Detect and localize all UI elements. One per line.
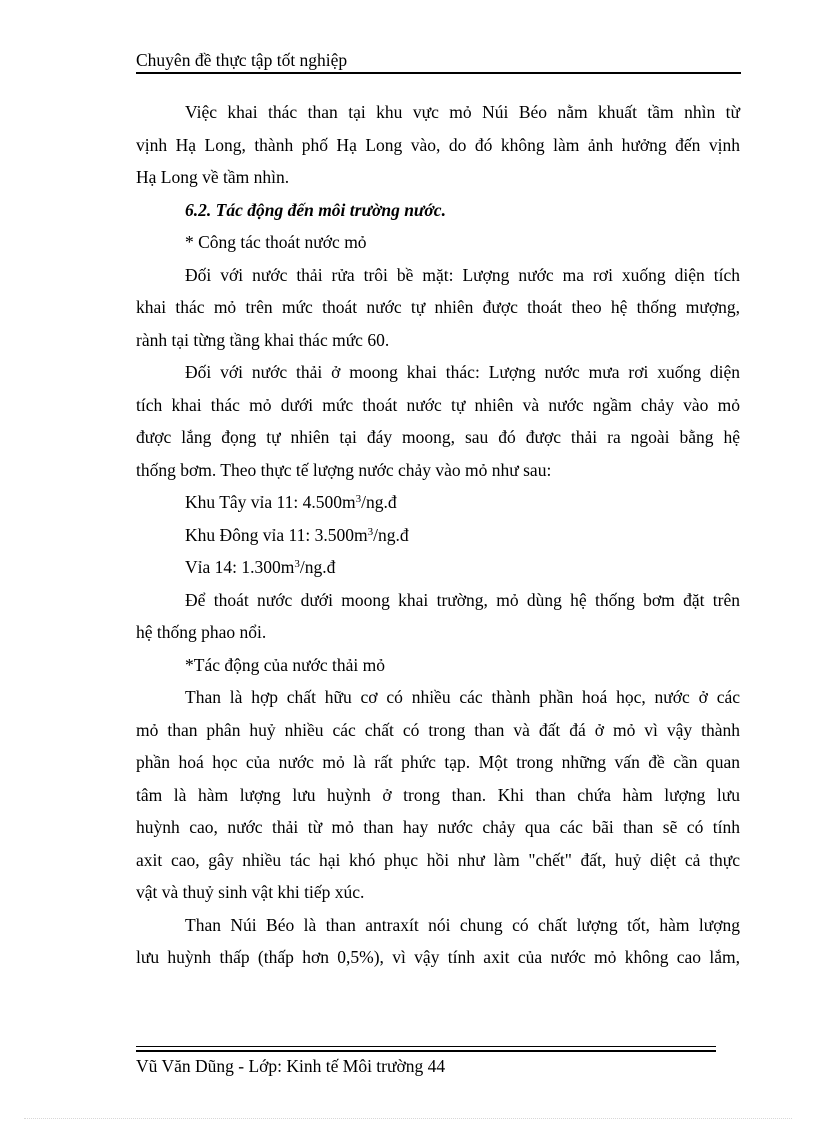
subsection-title-drainage: * Công tác thoát nước mỏ [185,232,367,252]
text-line: Để thoát nước dưới moong khai trường, mỏ dùng hệ thống bơm đặt trên [185,589,740,610]
text-line: thống bơm. Theo thực tế lượng nước chảy vào mỏ như sau: [136,459,552,480]
subsection-title-impact: *Tác động của nước thải mỏ [185,654,385,675]
text-line: hệ thống phao nổi. [136,622,267,642]
footer-rule [136,1046,716,1047]
text-line: tâm là hàm lượng lưu huỳnh ở trong than. Khi than chứa hàm lượng lưu [136,784,740,805]
text-line: Đối với nước thải ở moong khai thác: Lượng nước mưa rơi xuống diện [185,362,740,382]
flow-item: Khu Tây vỉa 11: $4.500m^3/ng.đ$ [185,492,397,512]
paragraph-visual-impact [136,96,740,194]
text-line: Việc khai thác than tại khu vực mỏ Núi Béo nằm khuất tầm nhìn từ [185,102,740,122]
page-header [136,48,741,74]
paragraph-surface-runoff [136,259,740,357]
text-line: Than là hợp chất hữu cơ có nhiều các thành phần hoá học, nước ở các [185,687,740,707]
text-line: huỳnh cao, nước thải từ mỏ than hay nước chảy qua các bãi than sẽ có tính [136,817,740,837]
section-heading: 6.2. Tác động đến môi trường nước. [185,199,446,220]
text-line: vịnh Hạ Long, thành phố Hạ Long vào, do đó không làm ảnh hưởng đến vịnh [136,134,740,155]
paragraph-nui-beo-coal [136,909,740,974]
paragraph-pit-water [136,356,740,486]
paragraph-chemistry [136,681,740,909]
text-line: axit cao, gây nhiều tác hại khó phục hồi như làm "chết" đất, huỷ diệt cả thực [136,849,740,870]
flow-item: Vỉa 14: $1.300m^3/ng.đ$ [185,557,336,577]
page-edge-dots [24,1118,792,1119]
paragraph-pumping [136,584,740,649]
text-line: phần hoá học của nước mỏ là rất phức tạp. Một trong những vấn đề cần quan [136,752,740,772]
text-line: Hạ Long về tầm nhìn. [136,167,290,187]
text-line: khai thác mỏ trên mức thoát nước tự nhiên được thoát theo hệ thống mượng, [136,297,740,317]
header-title: Chuyên đề thực tập tốt nghiệp [136,50,348,70]
text-line: Đối với nước thải rửa trôi bề mặt: Lượng nước ma rơi xuống diện tích [185,264,740,285]
text-line: rành tại từng tầng khai thác mức 60. [136,329,390,350]
text-line: vật và thuỷ sinh vật khi tiếp xúc. [136,882,365,902]
page-body [136,96,740,974]
text-line: được lắng đọng tự nhiên tại đáy moong, sau đó được thải ra ngoài bằng hệ [136,427,740,447]
flow-item: Khu Đông vỉa 11: $3.500m^3/ng.đ$ [185,524,409,545]
footer-author: Vũ Văn Dũng - Lớp: Kinh tế Môi trường 44 [136,1056,446,1076]
text-line: Than Núi Béo là than antraxít nói chung có chất lượng tốt, hàm lượng [185,914,740,935]
footer-rule [136,1050,716,1052]
text-line: lưu huỳnh thấp (thấp hơn 0,5%), vì vậy tính axit của nước mỏ không cao lắm, [136,947,740,967]
page-footer [136,1054,716,1078]
text-line: mỏ than phân huỷ nhiều các chất có trong than và đất đá ở mỏ vì vậy thành [136,719,740,740]
flow-list [136,486,740,584]
text-line: tích khai thác mỏ dưới mức thoát nước tự nhiên và nước ngầm chảy vào mỏ [136,394,740,415]
